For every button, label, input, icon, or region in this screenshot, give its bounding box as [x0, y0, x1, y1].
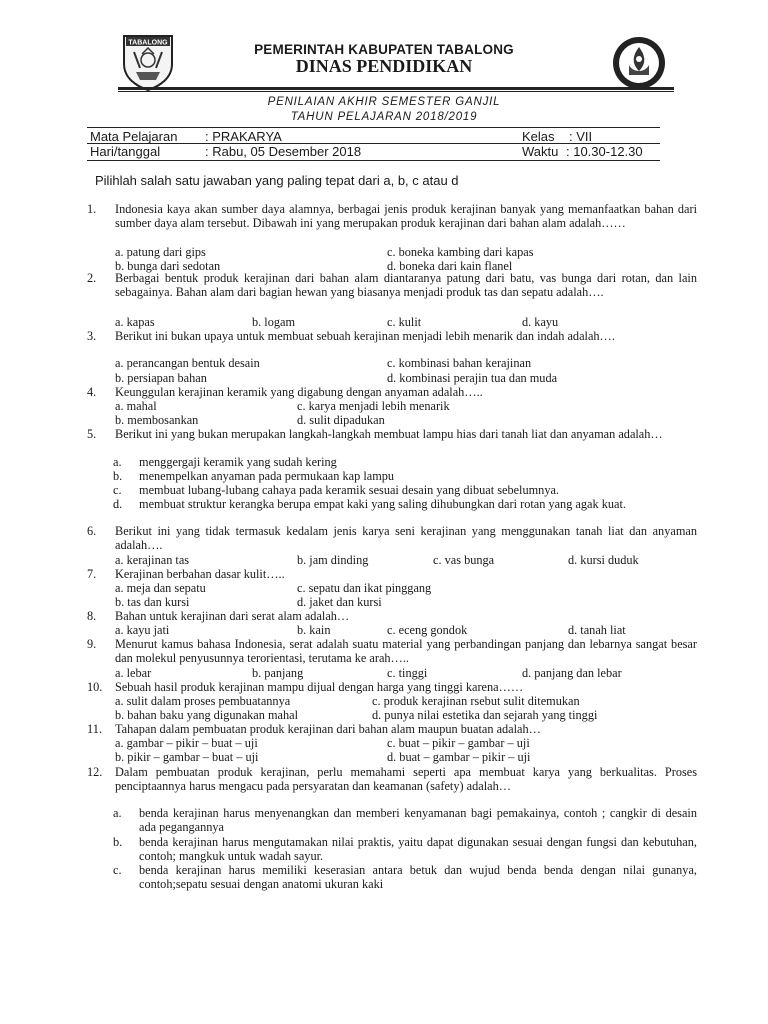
option-b[interactable]: b. pikir – gambar – buat – uji [115, 750, 259, 764]
option-text: membuat struktur kerangka berupa empat kaki yang saling dihubungkan dari rotan yang agak kuat. [139, 497, 626, 511]
question-11 [87, 722, 697, 736]
option-d[interactable]: d. punya nilai estetika dan sejarah yang tinggi [372, 708, 598, 722]
option-d[interactable]: d. kombinasi perajin tua dan muda [387, 371, 558, 385]
question-5-option-a[interactable] [113, 455, 697, 469]
option-c[interactable]: c. kombinasi bahan kerajinan [387, 356, 532, 370]
option-c[interactable]: c. eceng gondok [387, 623, 468, 637]
option-letter: b. [113, 835, 123, 849]
option-d[interactable]: d. buat – gambar – pikir – uji [387, 750, 531, 764]
option-c[interactable]: c. sepatu dan ikat pinggang [297, 581, 432, 595]
question-number: 12. [87, 765, 103, 779]
option-c[interactable]: c. buat – pikir – gambar – uji [387, 736, 530, 750]
question-text: Berikut ini yang tidak termasuk kedalam jenis karya seni kerajinan yang menggunakan tanah liat dan anyaman adalah…. [115, 524, 697, 553]
time-value: : 10.30-12.30 [566, 144, 643, 159]
question-5 [87, 427, 697, 441]
question-number: 8. [87, 609, 97, 623]
option-b[interactable]: b. jam dinding [297, 553, 369, 567]
logo-text: TABALONG [128, 39, 168, 47]
question-text: Kerajinan berbahan dasar kulit….. [115, 567, 285, 581]
question-1 [87, 202, 697, 231]
question-text: Sebuah hasil produk kerajinan mampu dijual dengan harga yang tinggi karena…… [115, 680, 524, 694]
option-b[interactable]: b. persiapan bahan [115, 371, 207, 385]
question-5-option-d[interactable] [113, 497, 697, 511]
option-d[interactable]: d. jaket dan kursi [297, 595, 382, 609]
subject-label: Mata Pelajaran [90, 129, 178, 144]
question-text: Indonesia kaya akan sumber daya alamnya, berbagai jenis produk kerajinan banyak yang memanfaatkan bahan dari sumber daya alam tersebut. Dibawah ini yang merupakan produk kerajinan dari bahan alam adalah…… [115, 202, 697, 231]
option-b[interactable]: b. membosankan [115, 413, 199, 427]
question-3 [87, 329, 697, 343]
option-text: benda kerajinan harus mengutamakan nilai praktis, yaitu dapat digunakan sesuai dengan fungsi dan kebutuhan, contoh; mangkuk untuk wadah sayur. [139, 835, 697, 864]
question-text: Bahan untuk kerajinan dari serat alam adalah… [115, 609, 350, 623]
option-b[interactable]: b. bahan baku yang digunakan mahal [115, 708, 299, 722]
info-rule-top [87, 127, 660, 128]
option-a[interactable]: a. sulit dalam proses pembuatannya [115, 694, 291, 708]
option-a[interactable]: a. kerajinan tas [115, 553, 190, 567]
option-b[interactable]: b. tas dan kursi [115, 595, 190, 609]
question-number: 3. [87, 329, 97, 343]
question-number: 4. [87, 385, 97, 399]
option-a[interactable]: a. meja dan sepatu [115, 581, 206, 595]
question-12 [87, 765, 697, 794]
question-text: Keunggulan kerajinan keramik yang digabung dengan anyaman adalah….. [115, 385, 483, 399]
option-a[interactable]: a. kayu jati [115, 623, 170, 637]
question-number: 6. [87, 524, 97, 538]
option-letter: a. [113, 806, 122, 820]
option-c[interactable]: c. karya menjadi lebih menarik [297, 399, 450, 413]
option-c[interactable]: c. boneka kambing dari kapas [387, 245, 534, 259]
question-number: 5. [87, 427, 97, 441]
tut-wuri-handayani-logo [611, 35, 667, 91]
department-name: DINAS PENDIDIKAN [295, 56, 473, 76]
option-d[interactable]: d. kursi duduk [568, 553, 639, 567]
question-number: 2. [87, 271, 97, 285]
question-4 [87, 385, 697, 399]
option-text: benda kerajinan harus menyenangkan dan memberi kenyamanan bagi pemakainya, contoh ; cangkir di desain ada pegangannya [139, 806, 697, 835]
option-b[interactable]: b. logam [252, 315, 296, 329]
option-d[interactable]: d. kayu [522, 315, 559, 329]
option-letter: a. [113, 455, 122, 469]
option-text: membuat lubang-lubang cahaya pada keramik sesuai desain yang dibuat sebelumnya. [139, 483, 560, 497]
question-9 [87, 637, 697, 666]
exam-title: PENILAIAN AKHIR SEMESTER GANJIL [267, 96, 501, 108]
option-d[interactable]: d. sulit dipadukan [297, 413, 385, 427]
option-a[interactable]: a. perancangan bentuk desain [115, 356, 260, 370]
class-label: Kelas [522, 129, 555, 144]
school-year: TAHUN PELAJARAN 2018/2019 [290, 111, 478, 123]
class-value: : VII [569, 129, 593, 144]
option-a[interactable]: a. patung dari gips [115, 245, 206, 259]
option-c[interactable]: c. tinggi [387, 666, 428, 680]
question-2 [87, 271, 697, 300]
option-letter: c. [113, 863, 122, 877]
question-8 [87, 609, 697, 623]
question-5-option-c[interactable] [113, 483, 697, 497]
option-b[interactable]: b. bunga dari sedotan [115, 259, 221, 273]
question-7 [87, 567, 697, 581]
option-b[interactable]: b. panjang [252, 666, 304, 680]
question-5-option-b[interactable] [113, 469, 697, 483]
question-text: Berbagai bentuk produk kerajinan dari bahan alam diantaranya patung dari batu, vas bunga dari rotan, dan lain sebagainya. Bahan alam dari bagian hewan yang biasanya menjadi produk tas dan sepatu adalah…. [115, 271, 697, 300]
option-a[interactable]: a. kapas [115, 315, 155, 329]
question-text: Dalam pembuatan produk kerajinan, perlu memahami seperti apa membuat karya yang berkualitas. Proses penciptaannya harus mengacu pada persyaratan dan keamanan (safety) adalah… [115, 765, 697, 794]
header-rule-thick [118, 87, 674, 90]
subject-value: : PRAKARYA [205, 129, 282, 144]
question-text: Tahapan dalam pembuatan produk kerajinan dari bahan alam maupun buatan adalah… [115, 722, 541, 736]
header-rule-thin [118, 91, 674, 92]
question-number: 1. [87, 202, 97, 216]
option-d[interactable]: d. boneka dari kain flanel [387, 259, 513, 273]
question-12-option-b[interactable] [113, 835, 697, 864]
option-text: menempelkan anyaman pada permukaan kap lampu [139, 469, 395, 483]
question-text: Menurut kamus bahasa Indonesia, serat adalah suatu material yang perbandingan panjang dan lebarnya sangat besar dan molekul penyusunnya terorientasi, terutama ke arah….. [115, 637, 697, 666]
option-c[interactable]: c. vas bunga [433, 553, 495, 567]
time-label: Waktu [522, 144, 559, 159]
option-letter: d. [113, 497, 123, 511]
option-c[interactable]: c. produk kerajinan rsebut sulit ditemukan [372, 694, 580, 708]
question-number: 11. [87, 722, 102, 736]
option-a[interactable]: a. gambar – pikir – buat – uji [115, 736, 258, 750]
question-number: 10. [87, 680, 103, 694]
option-letter: c. [113, 483, 122, 497]
question-number: 9. [87, 637, 97, 651]
question-10 [87, 680, 697, 694]
date-label: Hari/tanggal [90, 144, 161, 159]
option-text: menggergaji keramik yang sudah kering [139, 455, 337, 469]
option-letter: b. [113, 469, 123, 483]
question-12-option-a[interactable] [113, 806, 697, 835]
option-d[interactable]: d. tanah liat [568, 623, 626, 637]
question-text: Berikut ini bukan upaya untuk membuat sebuah kerajinan menjadi lebih menarik dan indah adalah…. [115, 329, 615, 343]
option-b[interactable]: b. kain [297, 623, 331, 637]
question-number: 7. [87, 567, 97, 581]
option-c[interactable]: c. kulit [387, 315, 422, 329]
question-6 [87, 524, 697, 553]
question-text: Berikut ini yang bukan merupakan langkah-langkah membuat lampu hias dari tanah liat dan anyaman adalah… [115, 427, 663, 441]
date-value: : Rabu, 05 Desember 2018 [205, 144, 362, 159]
option-text: benda kerajinan harus memiliki keserasian antara betuk dan wujud benda benda dengan nilai gunanya, contoh;sepatu sesuai dengan anatomi ukuran kaki [139, 863, 697, 892]
question-12-option-c[interactable] [113, 863, 697, 892]
option-a[interactable]: a. mahal [115, 399, 157, 413]
option-a[interactable]: a. lebar [115, 666, 152, 680]
instruction: Pilihlah salah satu jawaban yang paling tepat dari a, b, c atau d [95, 173, 459, 188]
info-rule-bottom [87, 160, 660, 161]
government-name: PEMERINTAH KABUPATEN TABALONG [254, 42, 514, 57]
option-d[interactable]: d. panjang dan lebar [522, 666, 622, 680]
